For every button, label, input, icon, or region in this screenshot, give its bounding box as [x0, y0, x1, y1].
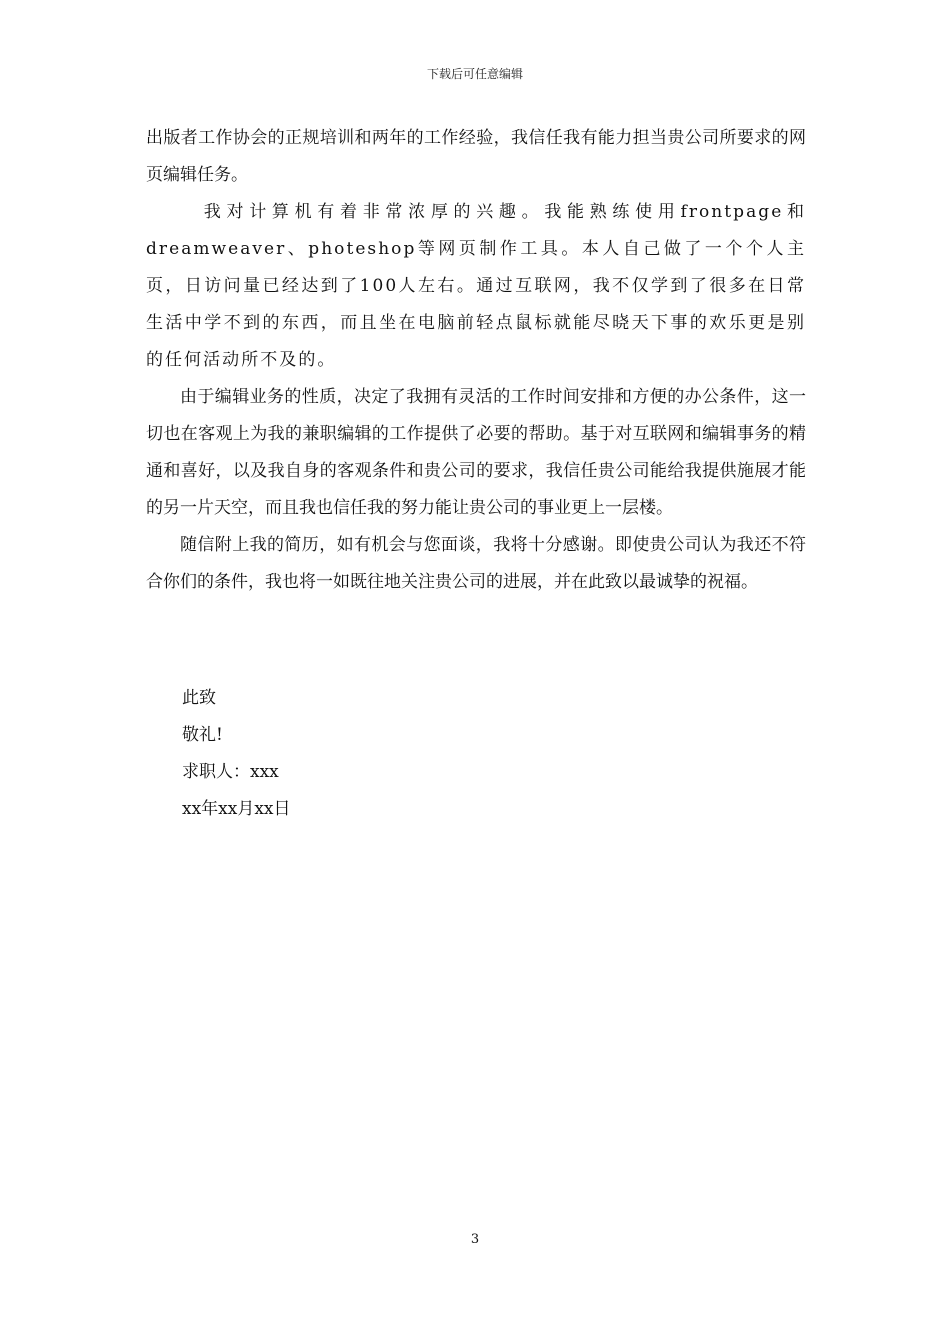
closing-regards: 敬礼!: [182, 725, 223, 745]
paragraph-computer-skills: 我对计算机有着非常浓厚的兴趣。我能熟练使用frontpage和dreamweaver、photeshop等网页制作工具。本人自己做了一个个人主页，日访问量已经达到了100人左右。通过互联网，我不仅学到了很多在日常生活中学不到的东西，而且坐在电脑前轻点鼠标就能尽晓天下事的欢乐更是别的任何活动所不及的。: [146, 202, 806, 370]
letter-body: [146, 120, 806, 601]
letter-closing: [182, 680, 291, 828]
applicant-signature: 求职人：xxx: [182, 762, 279, 782]
page-header-note: 下载后可任意编辑: [426, 67, 523, 81]
page-number: 3: [470, 1232, 480, 1247]
closing-salutation: 此致: [182, 688, 216, 708]
letter-date: xx年xx月xx日: [182, 799, 291, 819]
paragraph-experience: 出版者工作协会的正规培训和两年的工作经验，我信任我有能力担当贵公司所要求的网页编辑任务。: [146, 128, 806, 185]
paragraph-work-conditions: 由于编辑业务的性质，决定了我拥有灵活的工作时间安排和方便的办公条件，这一切也在客观上为我的兼职编辑的工作提供了必要的帮助。基于对互联网和编辑事务的精通和喜好，以及我自身的客观条件和贵公司的要求，我信任贵公司能给我提供施展才能的另一片天空，而且我也信任我的努力能让贵公司的事业更上一层楼。: [146, 387, 806, 518]
paragraph-resume-attached: 随信附上我的简历，如有机会与您面谈，我将十分感谢。即使贵公司认为我还不符合你们的条件，我也将一如既往地关注贵公司的进展，并在此致以最诚挚的祝福。: [146, 535, 806, 592]
